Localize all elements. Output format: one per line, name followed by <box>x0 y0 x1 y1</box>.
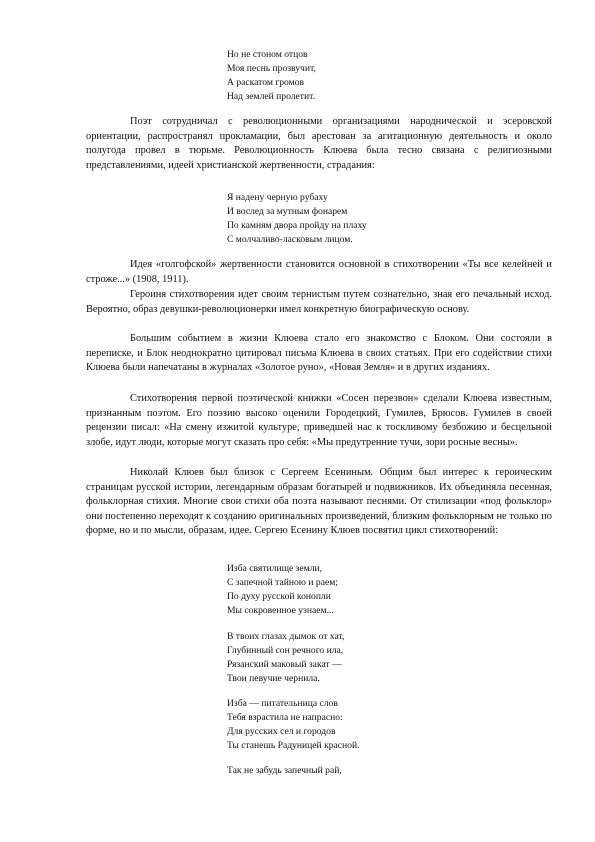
poem-line: По духу русской конопли <box>227 591 331 602</box>
poem-line: Но не стоном отцов <box>227 49 308 60</box>
poem-line: Моя песнь прозвучит, <box>227 63 316 74</box>
poem-line: Для русских сел и городов <box>227 726 336 737</box>
poem-stanza-5 <box>227 697 360 753</box>
poem-line: А раскатом громов <box>227 77 305 88</box>
poem-line: Я надену черную рубаху <box>227 192 328 203</box>
poem-line: Глубинный сон речного ила, <box>227 645 344 656</box>
poem-stanza-6 <box>227 764 342 778</box>
poem-stanza-4 <box>227 630 344 686</box>
poem-line: С молчаливо-ласковым лицом. <box>227 234 353 245</box>
poem-line: С запечной тайною и раем; <box>227 577 338 588</box>
poem-line: И вослед за мутным фонарем <box>227 206 348 217</box>
poem-line: Изба святилище земли, <box>227 563 323 574</box>
poem-stanza-3 <box>227 562 338 618</box>
poem-line: По камням двора пройду на плаху <box>227 220 367 231</box>
paragraph: Большим событием в жизни Клюева стало его знакомство с Блоком. Они состояли в переписке, и Блок неоднократно цитировал письма Клюева в своих статьях. При его содействии стихи Клюева были напечатаны в журналах «Золотое руно», «Новая Земля» и в других изданиях. <box>86 333 552 373</box>
paragraph: Героиня стихотворения идет своим тернистым путем сознательно, зная его печальный исход. Вероятно, образ девушки-революционерки имел конкретную биографическую основу. <box>86 289 552 315</box>
poem-stanza-1 <box>227 48 316 104</box>
poem-line: Над землей пролетит. <box>227 91 316 102</box>
poem-line: Изба — питательница слов <box>227 698 338 709</box>
poem-line: Рязанский маковый закат — <box>227 659 342 670</box>
poem-line: В твоих глазах дымок от хат, <box>227 631 345 642</box>
poem-line: Твои певучие чернила. <box>227 673 320 684</box>
paragraph: Стихотворения первой поэтической книжки «Сосен перезвон» сделали Клюева известным, признанным поэтом. Его поэзию высоко оценили Городецкий, Гумилев, Брюсов. Гумилев в своей рецензии писал: «На смену изжитой культуре, приведшей нас к тоскливому безбожию и бесцельной злобе, идут люди, которые могут сказать про себя: «Мы предутренние тучи, зори росные весны». <box>86 393 552 448</box>
poem-stanza-2 <box>227 191 367 247</box>
poem-line: Мы сокровенное узнаем... <box>227 605 334 616</box>
poem-line: Так не забудь запечный рай, <box>227 765 342 776</box>
paragraph: Идея «голгофской» жертвенности становится основной в стихотворении «Ты все келейней и строже...» (1908, 1911). <box>86 259 552 285</box>
poem-line: Ты станешь Радуницей красной. <box>227 740 360 751</box>
poem-line: Тебя взрастила не напрасно: <box>227 712 343 723</box>
paragraph: Поэт сотрудничал с революционными организациями народнической и эсеровской ориентации, распространял прокламации, был арестован за агитационную деятельность и около полугода провел в тюрьме. Революционность Клюева была тесно связана с религиозными представлениями, идеей христианской жертвенности, страдания: <box>86 116 552 171</box>
paragraph: Николай Клюев был близок с Сергеем Есениным. Общим был интерес к героическим страницам русской истории, легендарным образам богатырей и подвижников. Их объединяла песенная, фольклорная стихия. Многие свои стихи оба поэта называют песнями. От стилизации «под фольклор» они постепенно переходят к созданию оригинальных произведений, близким фольклорным не только по форме, но и по мысли, образам, идее. Сергею Есенину Клюев посвятил цикл стихотворений: <box>86 467 552 536</box>
